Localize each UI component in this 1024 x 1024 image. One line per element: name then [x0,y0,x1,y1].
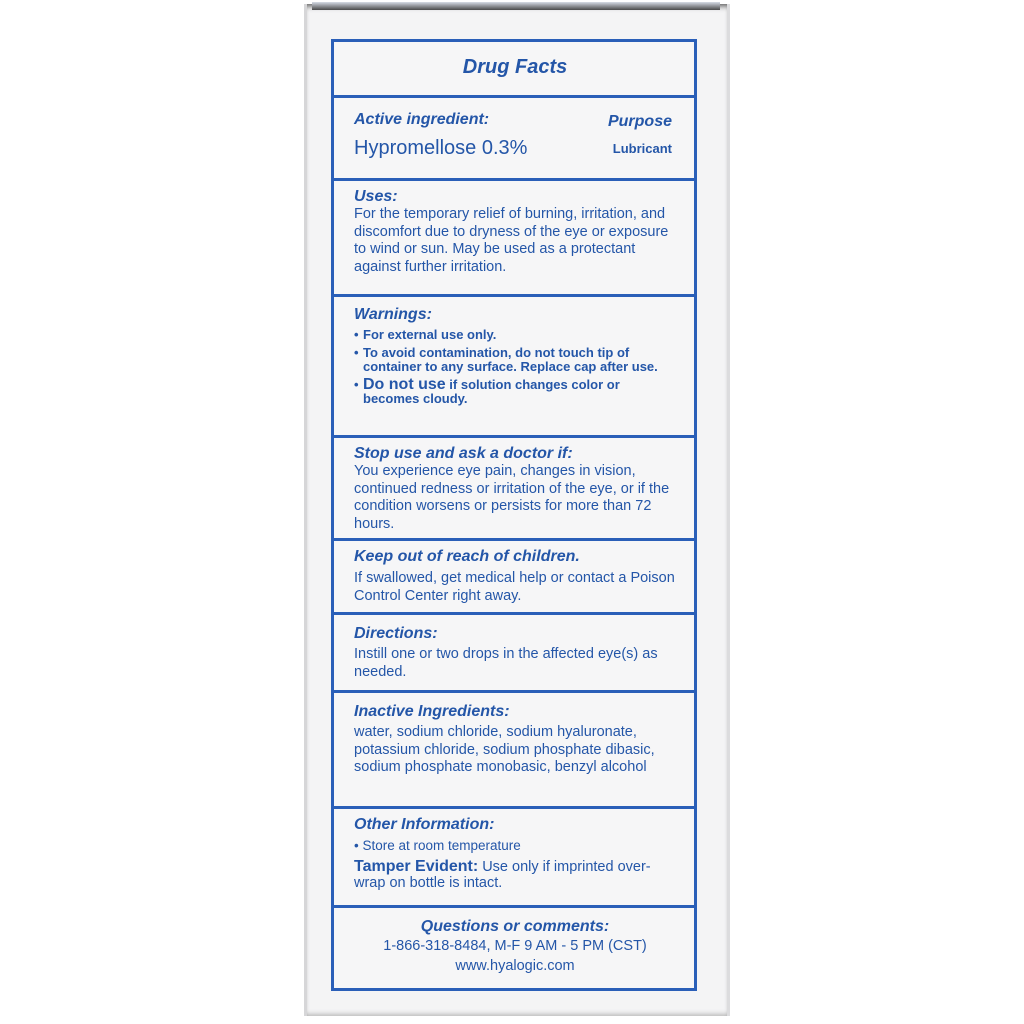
tamper-lead: Tamper Evident: [354,857,479,875]
active-ingredient-value: Hypromellose 0.3% [354,137,528,159]
box-top-edge [312,2,720,10]
purpose-heading: Purpose [607,113,672,130]
questions-heading: Questions or comments: [420,918,610,935]
directions-heading: Directions: [354,625,438,642]
other-info-bullet: • Store at room temperature [354,838,521,853]
inactive-text: water, sodium chloride, sodium hyaluronate, potassium chloride, sodium phosphate dibasic, sodium phosphate monobasic, benzyl alcohol [354,724,655,775]
stop-use-section [334,438,694,541]
other-info-bullet-text: Store at room temperature [362,838,521,853]
inactive-section [334,693,694,809]
warning-item: • For external use only. [354,327,497,342]
uses-text: For the temporary relief of burning, irritation, and discomfort due to dryness of the eye or exposure to wind or sun. May be used as a protectant against further irritation. [354,206,669,275]
active-ingredient-section [334,98,694,181]
drug-facts-label [331,39,697,991]
warnings-heading: Warnings: [354,306,432,323]
website: www.hyalogic.com [455,957,575,974]
keep-out-heading: Keep out of reach of children. [354,548,580,565]
questions-section [334,908,694,988]
stop-use-text: You experience eye pain, changes in vision, continued redness or irritation of the eye, or if the condition worsens or persists for more than 72 hours. [354,463,670,532]
keep-out-text: If swallowed, get medical help or contact a Poison Control Center right away. [354,570,675,604]
directions-text: Instill one or two drops in the affected eye(s) as needed. [354,646,658,680]
warning-item: • Do not use if solution changes color or becomes cloudy. [354,376,620,406]
do-not-use-lead: Do not use [363,376,446,393]
do-not-use-text: if solution changes color or becomes cloudy. [363,377,620,406]
active-ingredient-heading: Active ingredient: [354,111,490,128]
stop-use-heading: Stop use and ask a doctor if: [354,445,573,462]
tamper-text: Use only if imprinted over-wrap on bottle is intact. [354,858,651,891]
title-section [334,42,694,98]
purpose-value: Lubricant [612,141,672,156]
warning-text: To avoid contamination, do not touch tip of container to any surface. Replace cap after use. [363,345,658,374]
warning-item: • To avoid contamination, do not touch tip of container to any surface. Replace cap after use. [354,346,676,374]
directions-section [334,615,694,693]
uses-heading: Uses: [354,188,398,205]
warnings-section [334,297,694,438]
warning-text: For external use only. [363,327,497,342]
keep-out-section [334,541,694,615]
inactive-heading: Inactive Ingredients: [354,703,510,720]
other-info-heading: Other Information: [354,816,495,833]
tamper-evident [354,859,676,891]
drug-facts-title: Drug Facts [462,56,568,78]
uses-section [334,181,694,297]
other-info-section [334,809,694,908]
phone-number: 1-866-318-8484, M-F 9 AM - 5 PM (CST) [383,938,647,954]
